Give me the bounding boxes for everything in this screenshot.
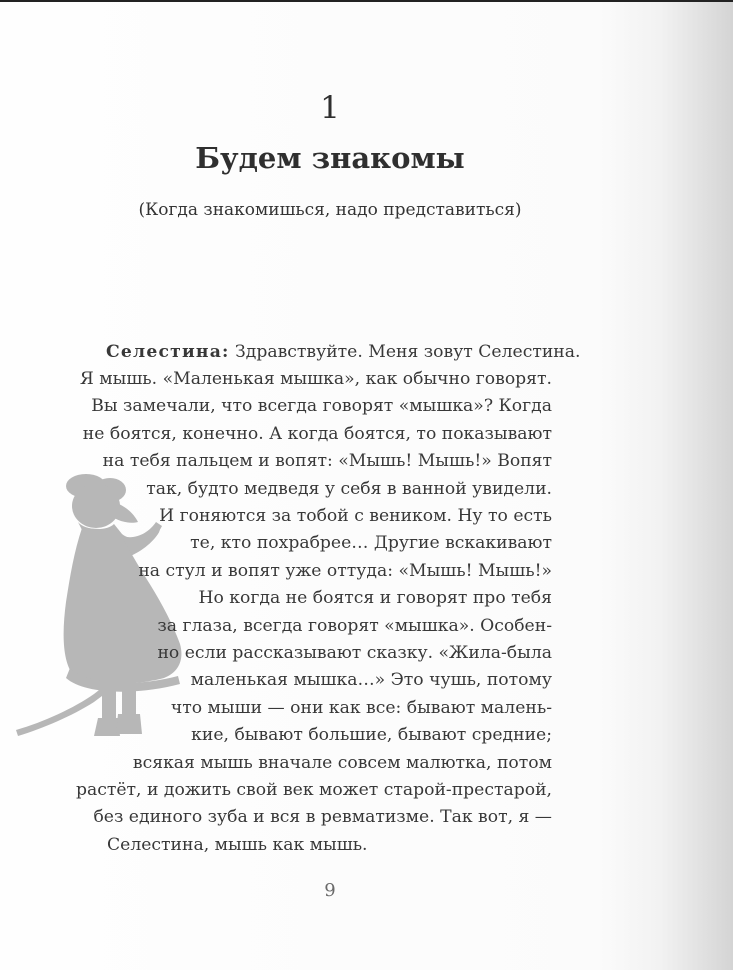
- top-border: [0, 0, 733, 2]
- text-line: те, кто похрабрее… Другие вскакивают: [190, 533, 552, 553]
- chapter-subtitle: (Когда знакомишься, надо представиться): [138, 200, 522, 220]
- chapter-title: Будем знакомы: [195, 141, 465, 175]
- text-line: но если рассказывают сказку. «Жила-была: [157, 643, 552, 663]
- text-line: Вы замечали, что всегда говорят «мышка»? Когда: [91, 396, 552, 416]
- text-line: без единого зуба и вся в ревматизме. Так вот, я —: [93, 807, 552, 827]
- text-line: что мыши — они как все: бывают малень-: [170, 698, 552, 718]
- text-line: маленькая мышка…» Это чушь, потому: [190, 670, 552, 690]
- text-line: [106, 340, 580, 364]
- text-line: не боятся, конечно. А когда боятся, то показывают: [82, 424, 552, 444]
- text-line: так, будто медведя у себя в ванной увидели.: [146, 479, 552, 499]
- text-line: Я мышь. «Маленькая мышка», как обычно говорят.: [79, 369, 552, 389]
- text-line: на стул и вопят уже оттуда: «Мышь! Мышь!»: [138, 561, 552, 581]
- text-line: всякая мышь вначале совсем малютка, потом: [132, 753, 552, 773]
- text-fragment: Здравствуйте. Меня зовут Селестина.: [229, 342, 581, 362]
- chapter-number: 1: [320, 90, 340, 126]
- text-line: растёт, и дожить свой век может старой-престарой,: [75, 780, 552, 800]
- text-line: И гоняются за тобой с веником. Ну то есть: [159, 506, 552, 526]
- speaker-name: Селестина:: [106, 342, 230, 362]
- text-line: Селестина, мышь как мышь.: [107, 835, 368, 855]
- text-line: кие, бывают большие, бывают средние;: [191, 725, 552, 745]
- text-line: Но когда не боятся и говорят про тебя: [198, 588, 552, 608]
- text-line: за глаза, всегда говорят «мышка». Особен-: [157, 616, 552, 636]
- page-number: 9: [324, 880, 336, 901]
- text-line: на тебя пальцем и вопят: «Мышь! Мышь!» Вопят: [102, 451, 552, 471]
